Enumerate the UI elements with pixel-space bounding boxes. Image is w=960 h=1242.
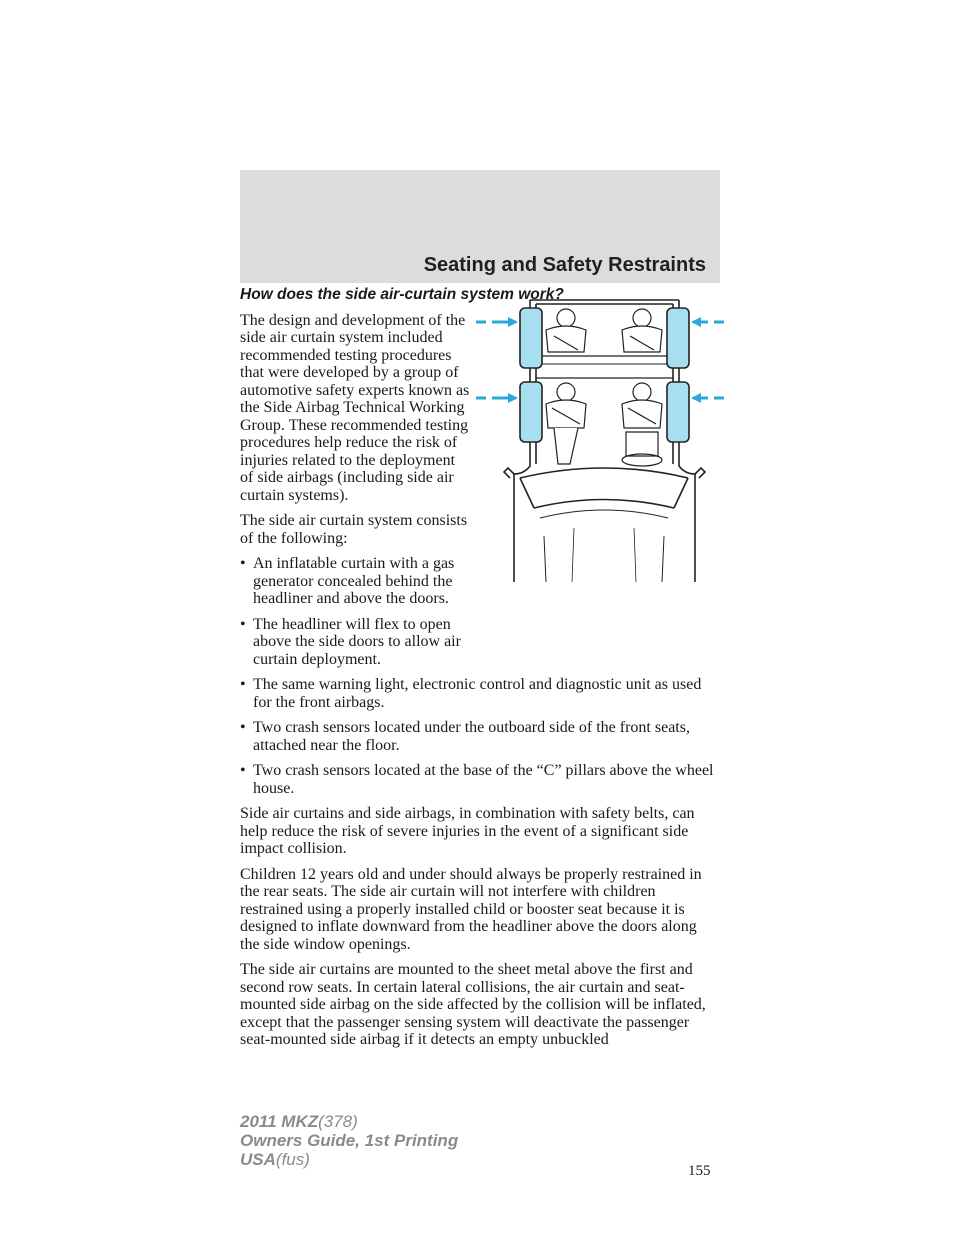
list-item-text: The headliner will flex to open above the side doors to allow air curtain deployment. bbox=[253, 615, 461, 668]
bullet-glyph: • bbox=[240, 615, 246, 633]
air-curtain-right-front bbox=[667, 308, 689, 368]
bullet-glyph: • bbox=[240, 719, 246, 736]
list-item bbox=[240, 555, 472, 608]
paragraph: The design and development of the side air curtain system included recommended testing procedures that were developed by a group of automotive safety experts known as the Side Airbag Technical Working Group. These recommended testing procedures help reduce the risk of injuries related to the deployment of side airbags (including side air curtain systems). bbox=[240, 311, 470, 504]
list-item-text: The same warning light, electronic control and diagnostic unit as used for the front airbags. bbox=[253, 676, 702, 711]
paragraph: Side air curtains and side airbags, in combination with safety belts, can help reduce the risk of severe injuries in the event of a significant side impact collision. bbox=[240, 805, 695, 857]
bullet-glyph: • bbox=[240, 762, 246, 779]
air-curtain-left-front bbox=[520, 308, 542, 368]
paragraph: The side air curtains are mounted to the sheet metal above the first and second row seats. In certain lateral collisions, the air curtain and seat-mounted side airbag on the side affected by the collision will be inflated, except that the passenger sensing system will deactivate the passenger seat-mounted side airbag if it detects an empty unbuckled bbox=[240, 961, 706, 1048]
paragraph: Children 12 years old and under should always be properly restrained in the rear seats. The side air curtain will not interfere with children restrained using a properly installed child or booster seat because it is designed to inflate downward from the headliner above the doors along the side window openings. bbox=[240, 865, 702, 953]
footer-model: 2011 MKZ bbox=[240, 1112, 319, 1131]
list-item bbox=[240, 762, 720, 797]
page-number: 155 bbox=[688, 1163, 711, 1179]
bullet-glyph: • bbox=[240, 676, 246, 693]
bullet-list bbox=[240, 676, 720, 797]
bullet-glyph: • bbox=[240, 555, 246, 572]
side-air-curtain-diagram bbox=[474, 296, 726, 586]
list-item-text: Two crash sensors located at the base of the “C” pillars above the wheel house. bbox=[253, 762, 714, 797]
footer-line bbox=[240, 1150, 458, 1169]
footer-line bbox=[240, 1131, 458, 1150]
print-footer bbox=[240, 1112, 458, 1169]
footer-guide: Owners Guide, 1st Printing bbox=[240, 1131, 459, 1150]
list-item-text: Two crash sensors located under the outboard side of the front seats, attached near the floor. bbox=[253, 719, 690, 754]
footer-model-code: (378) bbox=[318, 1112, 358, 1131]
section-heading: How does the side air-curtain system work? bbox=[240, 286, 564, 303]
text-beside-figure bbox=[240, 312, 472, 669]
footer-market-code: (fus) bbox=[275, 1150, 310, 1169]
list-item bbox=[240, 616, 472, 669]
bullet-list bbox=[240, 555, 472, 668]
paragraph: The side air curtain system consists of the following: bbox=[240, 512, 468, 547]
air-curtain-left-rear bbox=[520, 382, 542, 442]
list-item bbox=[240, 676, 720, 711]
air-curtains bbox=[520, 308, 689, 442]
occupants bbox=[546, 309, 662, 466]
section-title: Seating and Safety Restraints bbox=[423, 254, 706, 276]
list-item bbox=[240, 719, 720, 754]
footer-market: USA bbox=[240, 1150, 276, 1169]
air-curtain-right-rear bbox=[667, 382, 689, 442]
list-item-text: An inflatable curtain with a gas generator concealed behind the headliner and above the doors. bbox=[253, 555, 455, 607]
section-header-band bbox=[240, 170, 720, 283]
footer-line bbox=[240, 1112, 458, 1131]
